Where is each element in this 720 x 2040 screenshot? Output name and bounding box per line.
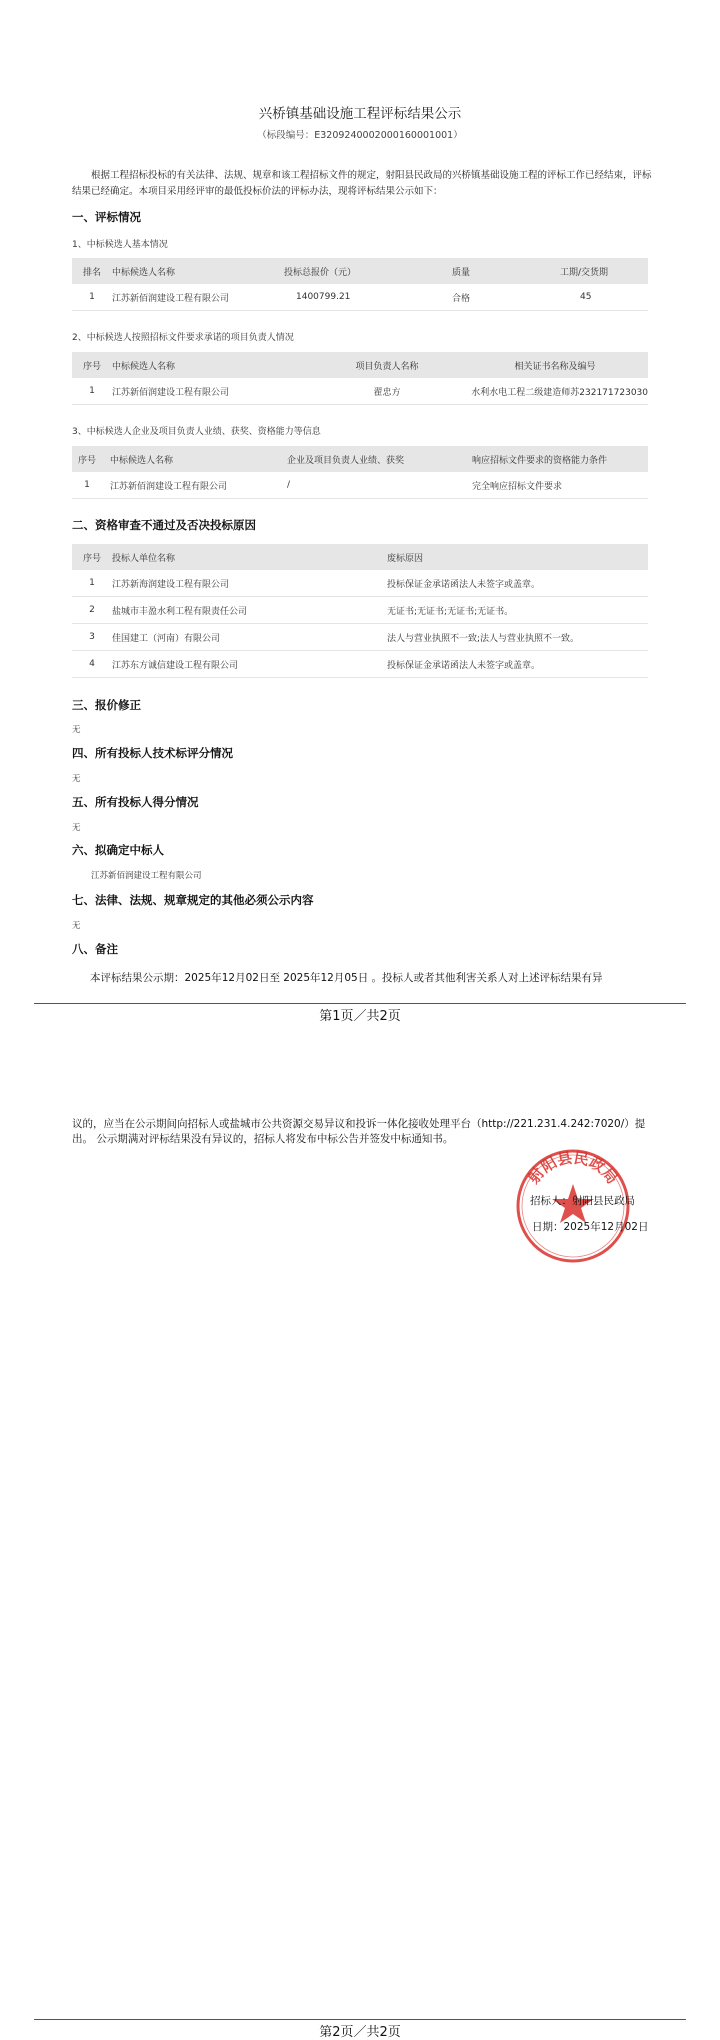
- reason-cell: 投标保证金承诺函法人未签字或盖章。: [387, 651, 648, 678]
- page-divider: [34, 1003, 686, 1004]
- table-row: [72, 570, 648, 597]
- subheading-project-manager: 2、中标候选人按照招标文件要求承诺的项目负责人情况: [72, 333, 294, 343]
- column-header: 中标候选人名称: [112, 258, 272, 284]
- index-cell: 3: [72, 624, 112, 651]
- bidder-name-cell: 江苏新海润建设工程有限公司: [112, 570, 387, 597]
- column-header: 响应招标文件要求的资格能力条件: [472, 446, 648, 472]
- remarks-continued: 议的，应当在公示期间向招标人或盐城市公共资源交易异议和投诉一体化接收处理平台（http://221.231.4.242:7020/）提出。 公示期满对评标结果没有异议的，招标人将发布中标公告并签发中标通知书。: [72, 1118, 646, 1145]
- section-heading-proposed-winner: 六、拟确定中标人: [72, 843, 164, 857]
- column-header: 质量: [412, 258, 532, 284]
- table-header-row: [72, 258, 648, 284]
- candidate-name-cell: 江苏新佰润建设工程有限公司: [112, 284, 272, 311]
- technical-scores-content: 无: [72, 774, 81, 784]
- reason-cell: 无证书;无证书;无证书;无证书。: [387, 597, 648, 624]
- section-heading-technical-scores: 四、所有投标人技术标评分情况: [72, 746, 233, 760]
- subheading-candidate-basic: 1、中标候选人基本情况: [72, 240, 168, 250]
- page-number-2: 第2页／共2页: [319, 2025, 401, 2040]
- certificate-cell: 水利水电工程二级建造师苏232171723030: [462, 378, 648, 405]
- table-row: [72, 472, 648, 499]
- performance-cell: /: [287, 472, 472, 499]
- table-row: [72, 651, 648, 678]
- column-header: 排名: [72, 258, 112, 284]
- index-cell: 4: [72, 651, 112, 678]
- section-heading-other-content: 七、法律、法规、规章规定的其他必须公示内容: [72, 893, 314, 907]
- candidate-name-cell: 江苏新佰润建设工程有限公司: [112, 378, 312, 405]
- column-header: 序号: [72, 352, 112, 378]
- duration-cell: 45: [532, 284, 648, 311]
- column-header: 中标候选人名称: [102, 446, 287, 472]
- quality-cell: 合格: [412, 284, 532, 311]
- table-header-row: [72, 446, 648, 472]
- proposed-winner-content: 江苏新佰润建设工程有限公司: [91, 871, 202, 881]
- price-correction-content: 无: [72, 725, 81, 735]
- index-cell: 1: [72, 472, 102, 499]
- rank-cell: 1: [72, 284, 112, 311]
- section-heading-remarks: 八、备注: [72, 942, 118, 956]
- column-header: 序号: [72, 544, 112, 570]
- bid-price-cell: 1400799.21: [272, 284, 412, 311]
- reason-cell: 投标保证金承诺函法人未签字或盖章。: [387, 570, 648, 597]
- signature-date: 日期：2025年12月02日: [532, 1221, 649, 1233]
- reason-cell: 法人与营业执照不一致;法人与营业执照不一致。: [387, 624, 648, 651]
- column-header: 项目负责人名称: [312, 352, 462, 378]
- column-header: 投标总报价（元）: [272, 258, 412, 284]
- section-heading-price-correction: 三、报价修正: [72, 698, 141, 712]
- page-number-1: 第1页／共2页: [319, 1009, 401, 1024]
- column-header: 企业及项目负责人业绩、获奖: [287, 446, 472, 472]
- project-manager-table: [72, 352, 648, 405]
- section-heading-all-scores: 五、所有投标人得分情况: [72, 795, 199, 809]
- section-heading-disqualification: 二、资格审查不通过及否决投标原因: [72, 518, 256, 532]
- table-header-row: [72, 544, 648, 570]
- index-cell: 1: [72, 570, 112, 597]
- table-row: [72, 597, 648, 624]
- document-title: 兴桥镇基础设施工程评标结果公示: [258, 106, 462, 122]
- remarks-line-1: 本评标结果公示期：2025年12月02日至 2025年12月05日 。投标人或者其他利害关系人对上述评标结果有异: [90, 972, 603, 984]
- index-cell: 2: [72, 597, 112, 624]
- table-header-row: [72, 352, 648, 378]
- column-header: 中标候选人名称: [112, 352, 312, 378]
- tenderer-signature: 招标人：射阳县民政局: [530, 1195, 635, 1207]
- seal-text: 射阳县民政局: [524, 1148, 622, 1188]
- qualifications-table: [72, 446, 648, 499]
- section-heading-evaluation: 一、评标情况: [72, 210, 141, 224]
- manager-name-cell: 翟忠方: [312, 378, 462, 405]
- bidder-name-cell: 佳国建工（河南）有限公司: [112, 624, 387, 651]
- intro-paragraph: 根据工程招标投标的有关法律、法规、规章和该工程招标文件的规定，射阳县民政局的兴桥镇基础设施工程的评标工作已经结束，评标结果已经确定。本项目采用经评审的最低投标价法的评标办法，现将评标结果公示如下：: [72, 170, 652, 197]
- table-row: [72, 624, 648, 651]
- column-header: 工期/交货期: [532, 258, 648, 284]
- qualification-cell: 完全响应招标文件要求: [472, 472, 648, 499]
- disqualification-table: [72, 544, 648, 678]
- candidate-basic-table: [72, 258, 648, 311]
- column-header: 废标原因: [387, 544, 648, 570]
- column-header: 投标人单位名称: [112, 544, 387, 570]
- column-header: 序号: [72, 446, 102, 472]
- subheading-qualifications: 3、中标候选人企业及项目负责人业绩、获奖、资格能力等信息: [72, 427, 321, 437]
- section-number: （标段编号：E3209240002000160001001）: [257, 130, 463, 141]
- bidder-name-cell: 盐城市丰盈水利工程有限责任公司: [112, 597, 387, 624]
- table-row: [72, 284, 648, 311]
- index-cell: 1: [72, 378, 112, 405]
- page-divider: [34, 2019, 686, 2020]
- other-content: 无: [72, 921, 81, 931]
- column-header: 相关证书名称及编号: [462, 352, 648, 378]
- all-scores-content: 无: [72, 823, 81, 833]
- table-row: [72, 378, 648, 405]
- bidder-name-cell: 江苏东方诚信建设工程有限公司: [112, 651, 387, 678]
- candidate-name-cell: 江苏新佰润建设工程有限公司: [102, 472, 287, 499]
